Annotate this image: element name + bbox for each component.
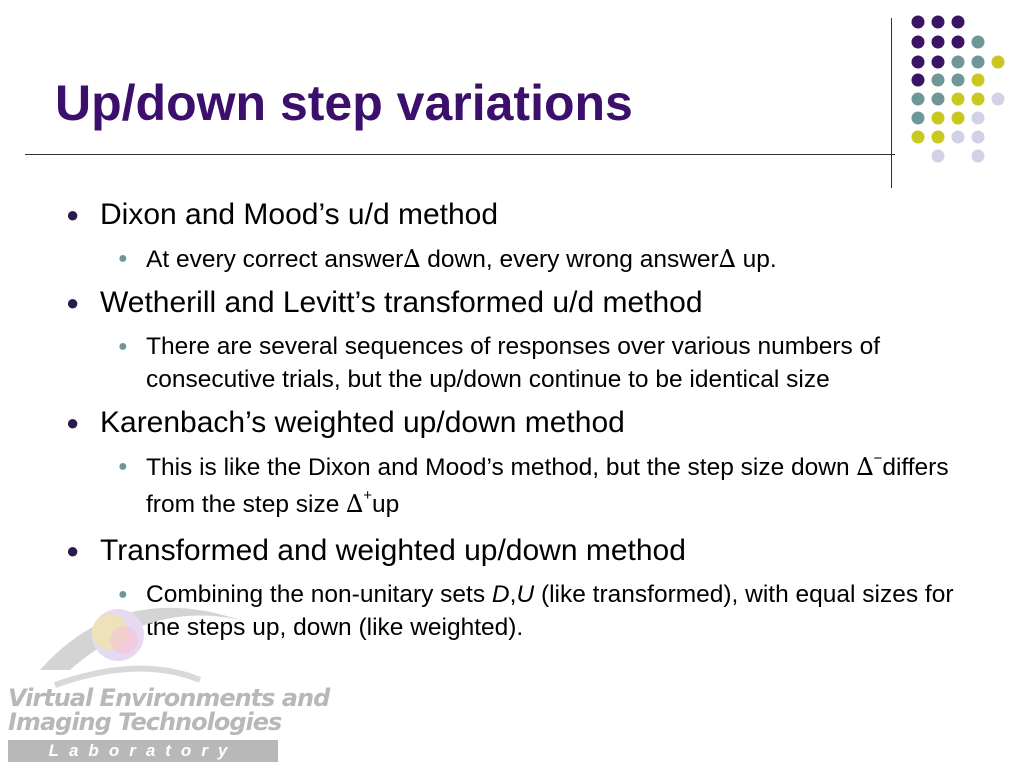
decorative-dot	[912, 112, 925, 125]
sub-bullet-4-text: Combining the non-unitary sets	[146, 581, 492, 608]
decorative-dot	[932, 16, 945, 29]
sub-bullet-2	[62, 330, 982, 396]
set-separator: ,	[509, 581, 517, 608]
decorative-dot	[912, 16, 925, 29]
decorative-dot	[972, 93, 985, 106]
decorative-dot	[912, 131, 925, 144]
vertical-divider	[891, 18, 892, 188]
bullet-1-text: Dixon and Mood’s u/d method	[100, 198, 499, 231]
decorative-dot	[952, 112, 965, 125]
logo-line-2: Imaging Technologies	[8, 708, 282, 736]
bullet-dot: ●	[66, 410, 80, 435]
set-u-symbol: U	[516, 581, 535, 608]
decorative-dot	[992, 56, 1005, 69]
decorative-dot	[952, 74, 965, 87]
sub-bullet-dot: ●	[118, 338, 128, 355]
delta-symbol: ∆	[856, 452, 874, 481]
delta-symbol: ∆	[403, 244, 421, 273]
logo-line-1: Virtual Environments and	[8, 684, 330, 712]
superscript-plus: +	[363, 487, 373, 504]
delta-symbol: ∆	[718, 244, 736, 273]
sub-bullet-dot: ●	[118, 250, 128, 267]
bullet-3-text: Karenbach’s weighted up/down method	[100, 406, 625, 439]
decorative-dot	[932, 150, 945, 163]
logo-line-3: Laboratory	[8, 740, 278, 762]
title-divider	[25, 154, 895, 155]
decorative-dot	[952, 16, 965, 29]
sub-bullet-dot: ●	[118, 586, 128, 603]
sub-bullet-dot: ●	[118, 458, 128, 475]
decorative-dot	[952, 36, 965, 49]
decorative-dot	[972, 56, 985, 69]
sub-bullet-1-mid: down, every wrong answer	[420, 246, 719, 273]
sub-bullet-3-mid: differs from the step size	[146, 454, 949, 518]
set-d-symbol: D	[491, 581, 510, 608]
sub-bullet-3	[62, 450, 982, 524]
sub-bullet-2-text: There are several sequences of responses over various numbers of consecutive trials, but the up/down continue to be identical size	[146, 333, 881, 393]
superscript-minus: −	[873, 450, 883, 467]
decorative-dot	[992, 93, 1005, 106]
decorative-dot	[972, 131, 985, 144]
decorative-dot	[912, 74, 925, 87]
bullet-dot: ●	[66, 538, 80, 563]
sub-bullet-1	[62, 242, 982, 276]
decorative-dot	[932, 36, 945, 49]
bullet-dot: ●	[66, 202, 80, 227]
decorative-dot	[912, 36, 925, 49]
bullet-4-text: Transformed and weighted up/down method	[100, 534, 686, 567]
decorative-dot	[972, 74, 985, 87]
decorative-dot	[952, 131, 965, 144]
decorative-dot	[932, 131, 945, 144]
decorative-dot	[932, 112, 945, 125]
slide-title: Up/down step variations	[55, 75, 633, 131]
sub-bullet-3-end: up	[372, 491, 400, 518]
decorative-dot	[912, 56, 925, 69]
sub-bullet-4-end: (like transformed), with equal sizes for the steps up, down (like weighted).	[146, 581, 954, 641]
lab-logo-eye-icon	[0, 560, 290, 768]
sub-bullet-1-text: At every correct answer	[146, 246, 404, 273]
bullet-2-text: Wetherill and Levitt’s transformed u/d method	[100, 286, 703, 319]
decorative-dot	[952, 56, 965, 69]
sub-bullet-3-text: This is like the Dixon and Mood’s method, but the step size down	[146, 454, 857, 481]
decorative-dot	[972, 36, 985, 49]
decorative-dot	[932, 74, 945, 87]
decorative-dot	[932, 56, 945, 69]
delta-symbol: ∆	[346, 489, 364, 518]
sub-bullet-1-end: up.	[735, 246, 777, 273]
decorative-dot	[972, 112, 985, 125]
bullet-2	[62, 284, 982, 322]
bullet-1	[62, 196, 982, 234]
decorative-dot	[972, 150, 985, 163]
bullet-dot: ●	[66, 290, 80, 315]
decorative-dot	[952, 93, 965, 106]
decorative-dot	[912, 93, 925, 106]
bullet-3	[62, 404, 982, 442]
decorative-dot	[932, 93, 945, 106]
